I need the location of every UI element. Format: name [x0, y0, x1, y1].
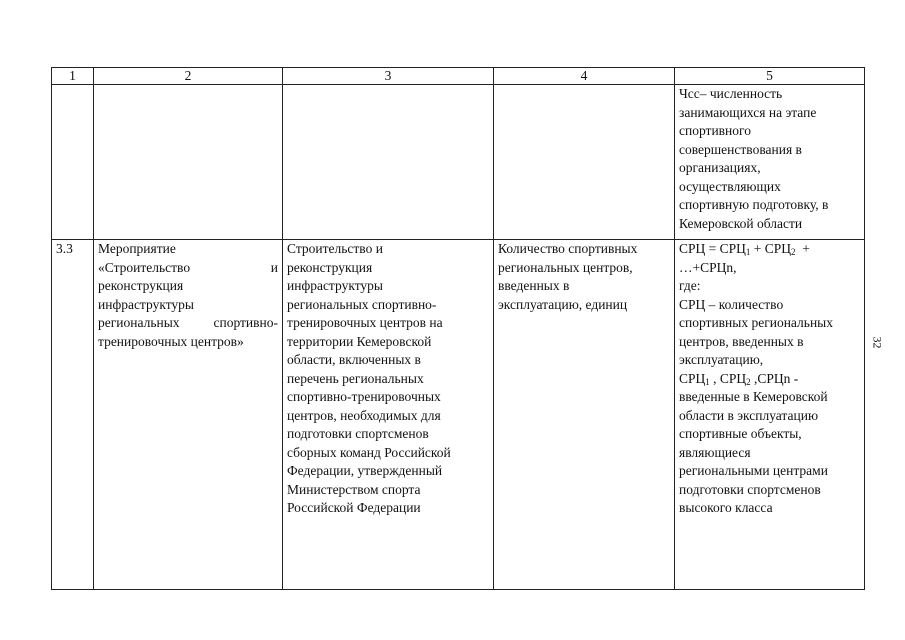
text-line: сборных команд Российской — [287, 444, 451, 460]
text-line: подготовки спортсменов — [287, 426, 429, 441]
text-line: осуществляющих — [679, 178, 781, 194]
indicator-cell — [494, 240, 675, 590]
table-cell — [494, 85, 675, 240]
text-line: области в эксплуатацию — [679, 407, 819, 423]
row-number: 3.3 — [52, 240, 94, 590]
justified-line — [98, 314, 278, 333]
formula-line: СРЦ = $СРЦ_1 + СРЦ_2$ + — [679, 241, 810, 257]
text-line: высокого класса — [679, 500, 773, 515]
text-line: Кемеровской области — [679, 215, 803, 231]
text-line: тренировочных центров» — [98, 333, 244, 349]
text-line: региональных спортивно- — [287, 296, 437, 312]
text-line: совершенствования в — [679, 141, 802, 157]
text-line: являющиеся — [679, 444, 751, 460]
text-line: тренировочных центров на — [287, 315, 443, 330]
text-line: введенные в Кемеровской — [679, 389, 828, 404]
text-line: организациях, — [679, 160, 761, 175]
text-line: занимающихся на этапе — [679, 104, 817, 120]
method-cell — [675, 85, 865, 240]
text-line: эксплуатацию, единиц — [498, 296, 628, 312]
description-cell — [283, 240, 494, 590]
text-line: спортивную подготовку, в — [679, 197, 829, 212]
text-line: эксплуатацию, — [679, 352, 764, 367]
measures-table — [51, 67, 865, 590]
text-line: подготовки спортсменов — [679, 481, 821, 497]
text-line: спортивных региональных — [679, 315, 833, 330]
table-row — [52, 85, 865, 240]
table-row — [52, 240, 865, 590]
text-line: Чсс– численность — [679, 86, 783, 101]
text-line: СРЦ – количество — [679, 296, 784, 312]
text-line: территории Кемеровской — [287, 333, 432, 349]
text-line: спортивного — [679, 123, 751, 138]
text-line: области, включенных в — [287, 352, 421, 367]
header-row — [52, 68, 865, 85]
text-word: и — [270, 259, 278, 275]
text-line: инфраструктуры — [98, 296, 194, 312]
justified-line — [98, 259, 278, 278]
text-line: где: — [679, 278, 701, 293]
measure-cell — [94, 240, 283, 590]
text-word: спортивно- — [213, 315, 278, 330]
text-line: введенных в — [498, 278, 570, 293]
table-cell — [94, 85, 283, 240]
text-line: региональных центров, — [498, 259, 633, 275]
table-cell — [283, 85, 494, 240]
method-cell — [675, 240, 865, 590]
page-number: 32 — [870, 336, 885, 349]
text-line: Мероприятие — [98, 241, 176, 256]
text-line: центров, введенных в — [679, 333, 804, 349]
text-line: Федерации, утвержденный — [287, 463, 443, 478]
header-cell: 1 — [52, 68, 94, 85]
header-cell: 5 — [675, 68, 865, 85]
text-line: перечень региональных — [287, 370, 424, 386]
text-line: центров, необходимых для — [287, 407, 441, 423]
text-line: реконструкция — [98, 278, 184, 293]
formula-line: $СРЦ_1$ , $СРЦ_2$ ,СРЦn - — [679, 370, 799, 387]
text-line: реконструкция — [287, 259, 373, 275]
text-line: Российской Федерации — [287, 500, 421, 515]
header-cell: 4 — [494, 68, 675, 85]
text-line: региональными центрами — [679, 463, 828, 478]
text-line: спортивно-тренировочных — [287, 389, 441, 404]
table-cell — [52, 85, 94, 240]
text-line: Количество спортивных — [498, 241, 638, 256]
text-line: инфраструктуры — [287, 278, 383, 293]
header-cell: 3 — [283, 68, 494, 85]
text-line: спортивные объекты, — [679, 426, 802, 441]
text-word: «Строительство — [98, 259, 191, 275]
text-line: Строительство и — [287, 241, 383, 256]
text-line: Министерством спорта — [287, 481, 421, 497]
formula-line: …+СРЦn, — [679, 259, 737, 275]
header-cell: 2 — [94, 68, 283, 85]
text-word: региональных — [98, 315, 180, 330]
